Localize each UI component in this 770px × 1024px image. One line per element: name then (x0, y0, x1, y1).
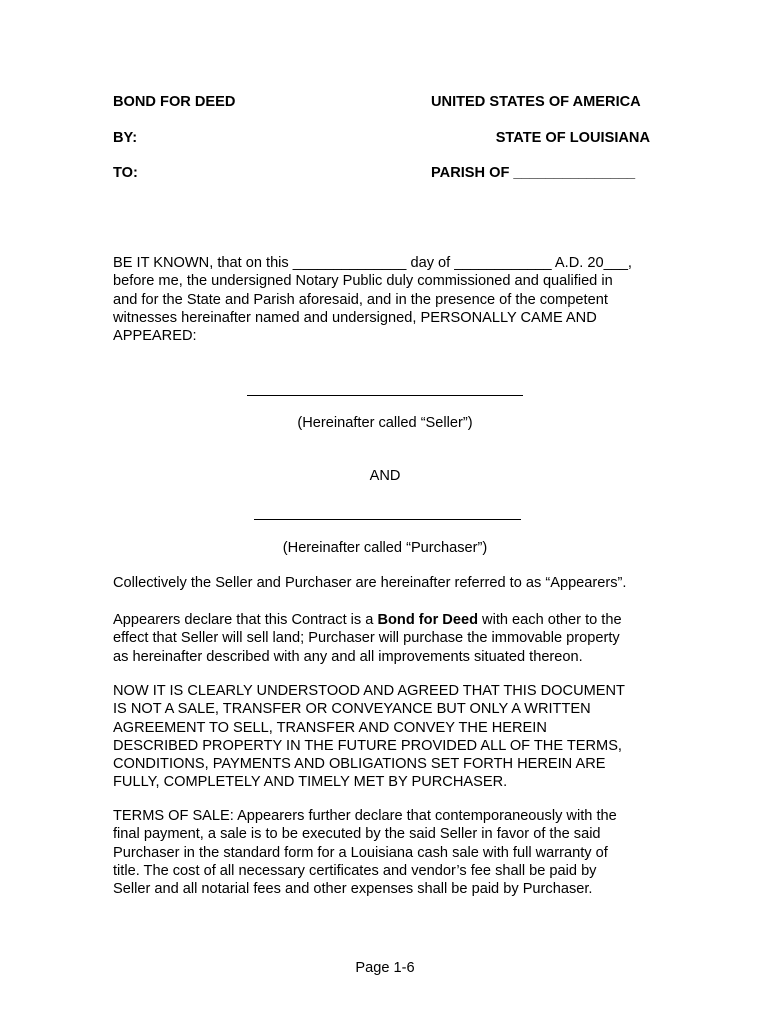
terms-line: final payment, a sale is to be executed by the said Seller in favor of the said (113, 826, 601, 843)
purchaser-name-line[interactable] (254, 519, 521, 520)
intro-line: before me, the undersigned Notary Public duly commissioned and qualified in (113, 273, 613, 290)
intro-line: witnesses hereinafter named and undersigned, PERSONALLY CAME AND (113, 309, 597, 326)
understood-line: FULLY, COMPLETELY AND TIMELY MET BY PURCHASER. (113, 774, 508, 791)
to-label: TO: (113, 165, 138, 181)
understood-line: AGREEMENT TO SELL, TRANSFER AND CONVEY THE HEREIN (113, 719, 547, 736)
and-label: AND (369, 468, 401, 484)
state-label: STATE OF LOUISIANA (495, 130, 650, 146)
terms-line: title. The cost of all necessary certificates and vendor’s fee shall be paid by (113, 862, 597, 879)
collectively-paragraph: Collectively the Seller and Purchaser are hereinafter referred to as “Appearers”. (113, 575, 627, 591)
intro-line: BE IT KNOWN, that on this ______________ day of ____________ A.D. 20___, (113, 255, 632, 271)
seller-name-line[interactable] (247, 395, 523, 396)
intro-line: and for the State and Parish aforesaid, and in the presence of the competent (113, 291, 608, 308)
understood-line: NOW IT IS CLEARLY UNDERSTOOD AND AGREED THAT THIS DOCUMENT (113, 683, 625, 699)
terms-line: Purchaser in the standard form for a Louisiana cash sale with full warranty of (113, 844, 608, 861)
declare-line: as hereinafter described with any and all improvements situated thereon. (113, 648, 583, 665)
page-number: Page 1-6 (355, 960, 415, 976)
seller-label: (Hereinafter called “Seller”) (297, 415, 473, 431)
terms-line: Seller and all notarial fees and other expenses shall be paid by Purchaser. (113, 881, 593, 898)
declare-line: effect that Seller will sell land; Purchaser will purchase the immovable property (113, 630, 620, 647)
understood-line: IS NOT A SALE, TRANSFER OR CONVEYANCE BUT ONLY A WRITTEN (113, 701, 591, 718)
doc-title: BOND FOR DEED (113, 94, 236, 110)
understood-line: DESCRIBED PROPERTY IN THE FUTURE PROVIDED ALL OF THE TERMS, (113, 737, 622, 754)
parish-label: PARISH OF _______________ (431, 165, 636, 181)
declare-line (113, 611, 658, 629)
by-label: BY: (113, 130, 138, 146)
declare-text: Appearers declare that this Contract is a (113, 612, 378, 628)
terms-paragraph (113, 807, 658, 898)
intro-paragraph (113, 254, 658, 345)
intro-line: APPEARED: (113, 328, 197, 345)
purchaser-label: (Hereinafter called “Purchaser”) (282, 540, 488, 556)
terms-line: TERMS OF SALE: Appearers further declare that contemporaneously with the (113, 808, 617, 824)
understood-paragraph (113, 682, 658, 792)
declare-paragraph (113, 611, 658, 666)
declare-text: with each other to the (478, 612, 622, 628)
bond-for-deed-term: Bond for Deed (377, 612, 478, 628)
country-label: UNITED STATES OF AMERICA (431, 94, 641, 110)
understood-line: CONDITIONS, PAYMENTS AND OBLIGATIONS SET FORTH HEREIN ARE (113, 756, 606, 773)
